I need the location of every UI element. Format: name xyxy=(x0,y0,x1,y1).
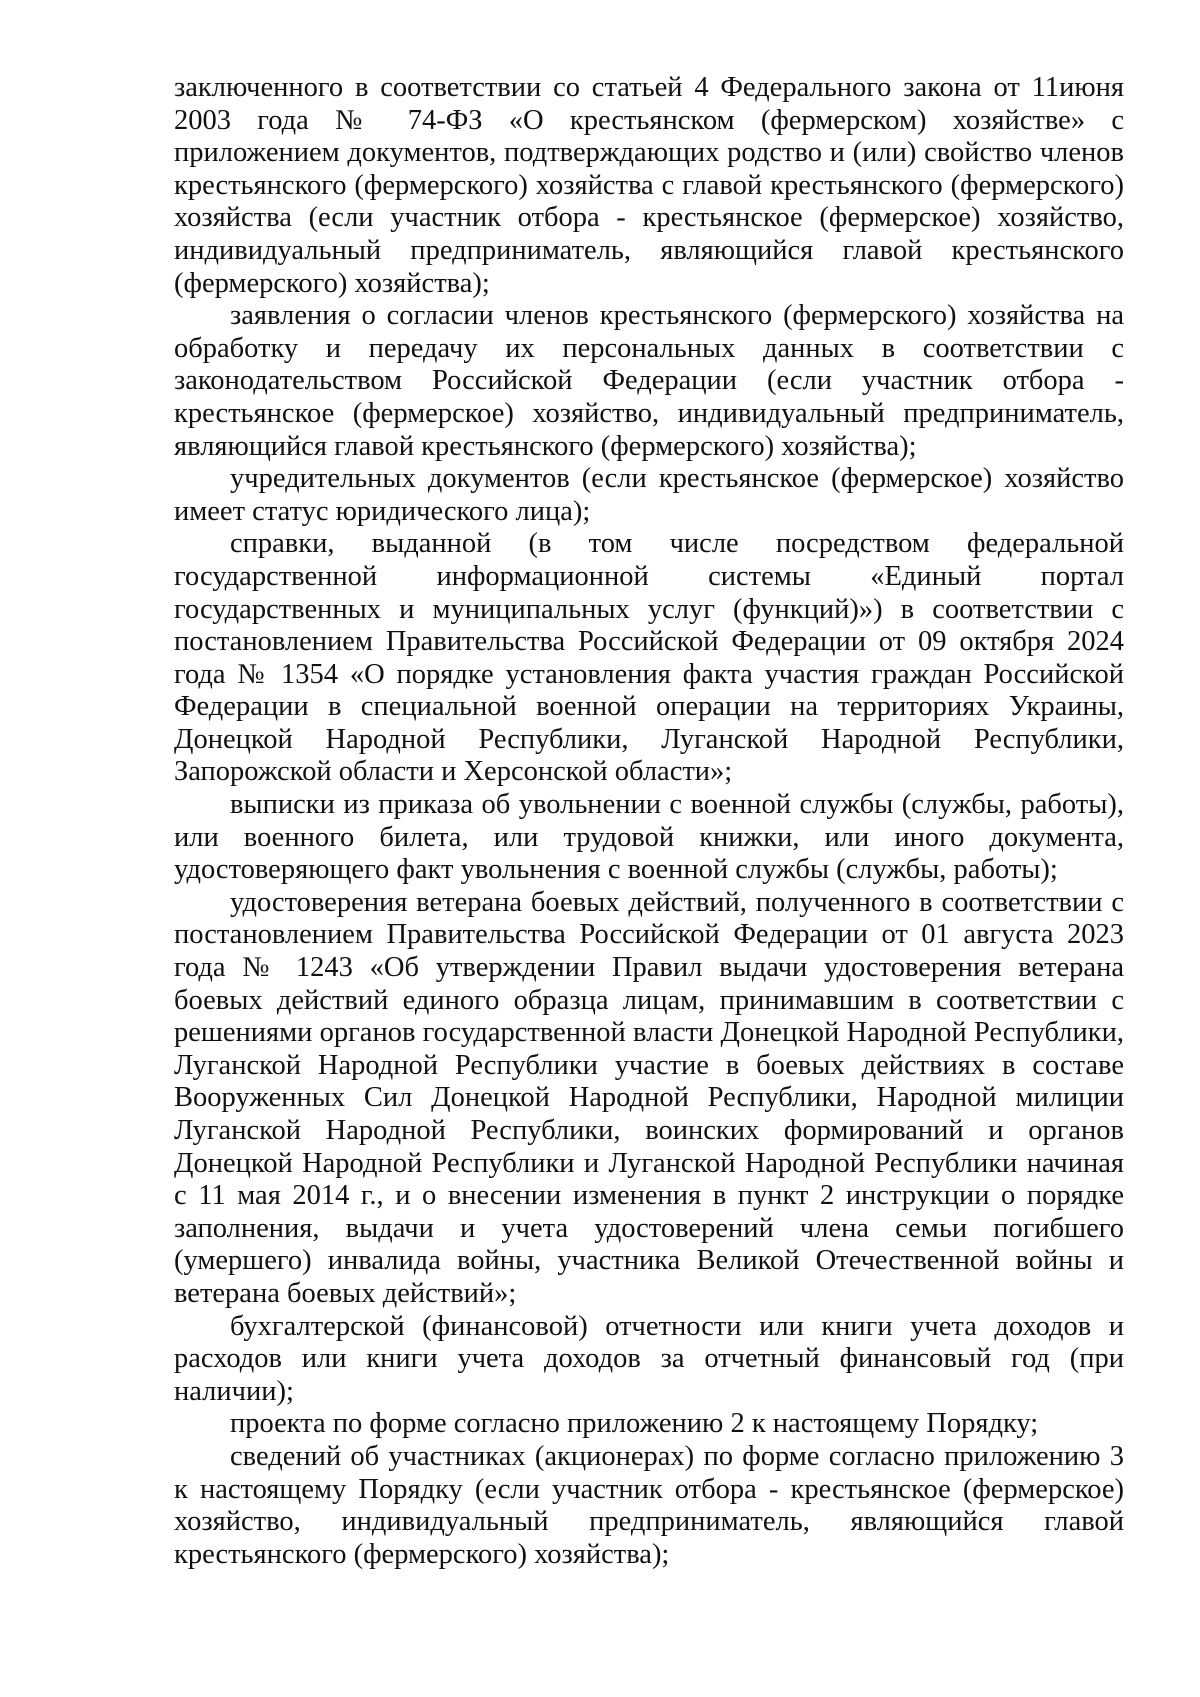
paragraph-founding-documents: учредительных документов (если крестьянское (фермерское) хозяйство имеет статус юридического лица); xyxy=(174,463,1124,527)
paragraph-discharge-order-extract: выписки из приказа об увольнении с военной службы (службы, работы), или военного билета, или трудовой книжки, или иного документа, удостоверяющего факт увольнения с военной службы (службы, работы); xyxy=(174,789,1124,886)
paragraph-project-form: проекта по форме согласно приложению 2 к настоящему Порядку; xyxy=(230,1408,1039,1440)
paragraph-shareholders-info: сведений об участниках (акционерах) по форме согласно приложению 3 к настоящему Порядку (если участник отбора - крестьянское (фермерское) хозяйство, индивидуальный предприниматель, являющийся главой крестьянского (фермерского) хозяйства); xyxy=(174,1440,1124,1570)
document-page xyxy=(174,72,1124,1571)
paragraph-financial-statements: бухгалтерской (финансовой) отчетности или книги учета доходов и расходов или книги учета доходов за отчетный финансовый год (при наличии); xyxy=(174,1310,1124,1407)
paragraph-veteran-certificate: удостоверения ветерана боевых действий, полученного в соответствии с постановлением Правительства Российской Федерации от 01 августа 2023 года № 1243 «Об утверждении Правил выдачи удостоверения ветерана боевых действий единого образца лицам, принимавшим в соответствии с решениями органов государственной власти Донецкой Народной Республики, Луганской Народной Республики участие в боевых действиях в составе Вооруженных Сил Донецкой Народной Республики, Народной милиции Луганской Народной Республики, воинских формирований и органов Донецкой Народной Республики и Луганской Народной Республики начиная с 11 мая 2014 г., и о внесении изменения в пункт 2 инструкции о порядке заполнения, выдачи и учета удостоверений члена семьи погибшего (умершего) инвалида войны, участника Великой Отечественной войны и ветерана боевых действий»; xyxy=(174,886,1124,1309)
paragraph-svo-participation-certificate: справки, выданной (в том числе посредством федеральной государственной информационной системы «Единый портал государственных и муниципальных услуг (функций)») в соответствии с постановлением Правительства Российской Федерации от 09 октября 2024 года № 1354 «О порядке установления факта участия граждан Российской Федерации в специальной военной операции на территориях Украины, Донецкой Народной Республики, Луганской Народной Республики, Запорожской области и Херсонской области»; xyxy=(174,528,1124,788)
paragraph-consent-statements: заявления о согласии членов крестьянского (фермерского) хозяйства на обработку и передачу их персональных данных в соответствии с законодательством Российской Федерации (если участник отбора - крестьянское (фермерское) хозяйство, индивидуальный предприниматель, являющийся главой крестьянского (фермерского) хозяйства); xyxy=(174,300,1124,462)
paragraph-continuation-family-agreement: заключенного в соответствии со статьей 4 Федерального закона от 11июня 2003 года № 74-ФЗ «О крестьянском (фермерском) хозяйстве» с приложением документов, подтверждающих родство и (или) свойство членов крестьянского (фермерского) хозяйства с главой крестьянского (фермерского) хозяйства (если участник отбора - крестьянское (фермерское) хозяйство, индивидуальный предприниматель, являющийся главой крестьянского (фермерского) хозяйства); xyxy=(174,72,1124,299)
